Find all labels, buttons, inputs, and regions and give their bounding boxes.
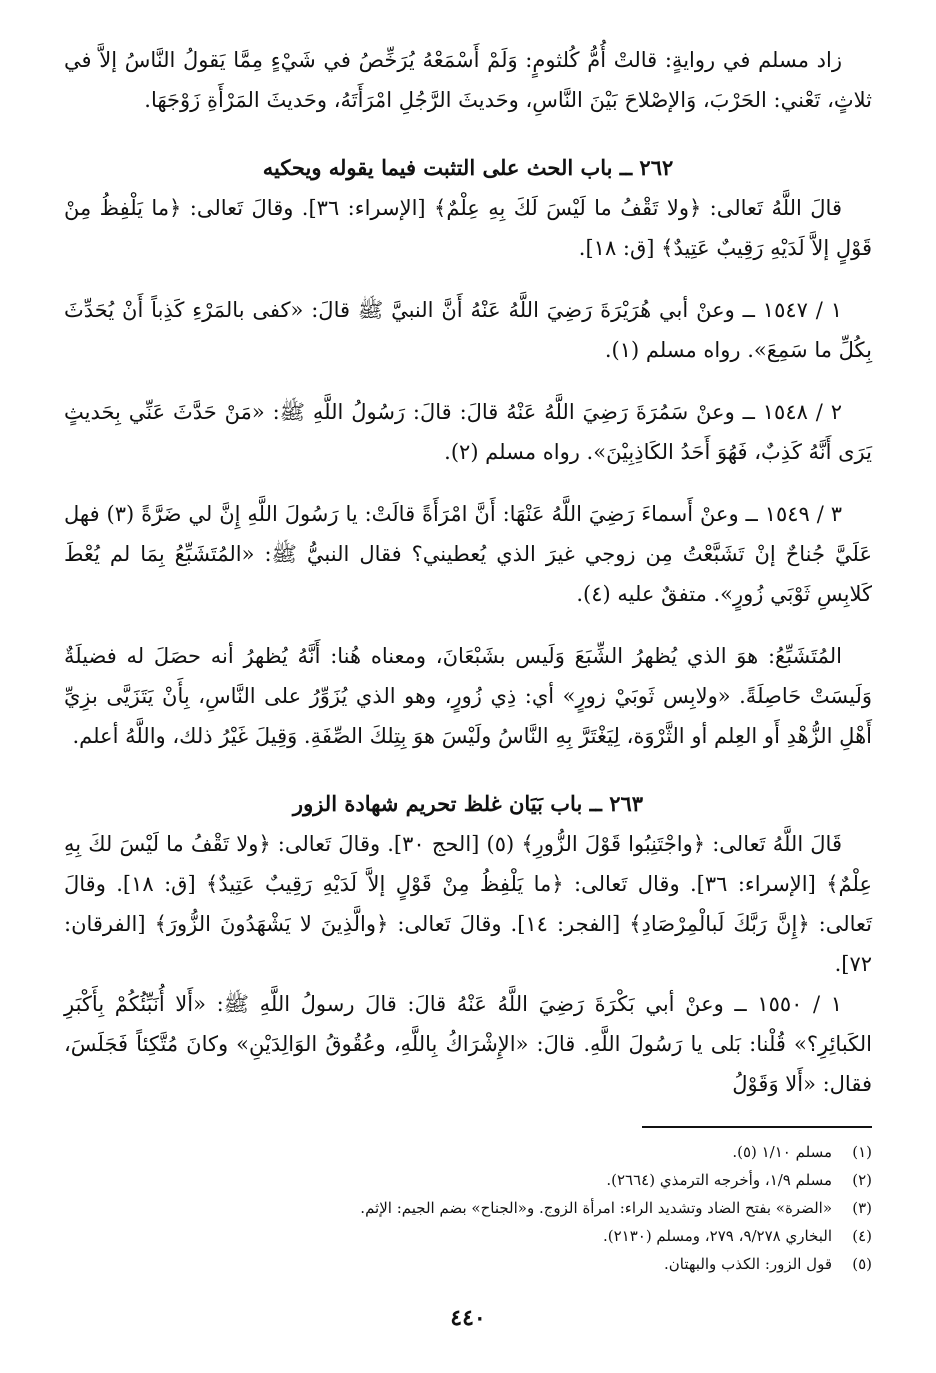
spacer — [64, 472, 872, 494]
explanation-paragraph: المُتَشَبِّعُ: هوَ الذي يُظهرُ الشِّبَعَ وَلَيس بشَبْعَانَ، ومعناه هُنا: أَنَّهُ يُظهرُ أنه حصَلَ له فضيلَةٌ وَلَيسَتْ حَاصِلَةً. «ولابِس ثَوبَيْ زورٍ» أي: ذِي زُورٍ، وهو الذي يُزَوِّرُ على النَّاسِ، بِأَنْ يَتَزَيَّى بزِيِّ أَهْلِ الزُّهْدِ أَو العِلم أو الثَّرْوَة، لِيَغْتَرَّ بِهِ النَّاسُ ولَيْسَ هوَ بِتِلكَ الصِّفَةِ. وَقِيلَ غَيْرُ ذلك، واللَّهُ أعلم. — [64, 644, 872, 748]
chapter-262-title: ٢٦٢ ــ باب الحث على التثبت فيما يقوله ويحكيه — [262, 155, 674, 180]
footnote-item — [64, 1166, 872, 1194]
footnote-text: «الضرة» بفتح الضاد وتشديد الراء: امرأة الزوج. و«الجناح» بضم الجيم: الإثم. — [360, 1199, 832, 1217]
footnote-item — [64, 1250, 872, 1278]
footnote-number: (٣) — [852, 1199, 872, 1217]
footnote-divider — [642, 1126, 872, 1128]
footnotes-list — [64, 1138, 872, 1278]
footnote-item — [64, 1222, 872, 1250]
spacer — [64, 120, 872, 148]
hadith-1549: ٣ / ١٥٤٩ ــ وعنْ أَسماءَ رَضِيَ اللَّهُ عَنْهَا: أَنَّ امْرَأَةً قالَتْ: يا رَسُولَ اللَّهِ إِنَّ لي ضَرَّةً (٣) فهل عَلَيَّ جُناحٌ إنْ تَشَبَّعْتُ مِن زوجي غيرَ الذي يُعطيني؟ فقال النبيُّ ﷺ: «المُتَشَبِّعُ بِمَا لم يُعْطَ كَلابِسِ ثَوْبَي زُورٍ». متفقٌ عليه (٤). — [64, 502, 872, 606]
hadith-1550: ١ / ١٥٥٠ ــ وعنْ أبي بَكْرَةَ رَضِيَ اللَّهُ عَنْهُ قالَ: قالَ رسولُ اللَّهِ ﷺ: «أَلا أُنَبِّئُكُمْ بِأَكْبَرِ الكَبائِرِ؟» قُلْنا: بَلى يا رَسُولَ اللَّهِ. قالَ: «الإِشْرَاكُ بِاللَّهِ، وعُقُوقُ الوَالِدَيْنِ» وكانَ مُتَّكِئاً فَجَلَسَ، فقال: «أَلا وَقَوْلُ — [64, 992, 872, 1096]
spacer — [64, 268, 872, 290]
opening-paragraph: زاد مسلم في روايةٍ: قالتْ أُمُّ كُلثومٍ: وَلَمْ أَسْمَعْهُ يُرَخِّصُ في شَيْءٍ مِمَّا يَقولُ النَّاسُ إلاَّ في ثلاثٍ، تَعْني: الحَرْبَ، وَالإصْلاحَ بَيْنَ النَّاسِ، وحَديثَ الرَّجُلِ امْرَأَتَهُ، وحَديثَ المَرْأَةِ زَوْجَهَا. — [64, 48, 872, 112]
spacer — [64, 370, 872, 392]
footnote-item — [64, 1138, 872, 1166]
footnote-text: البخاري ٩/٢٧٨، ٢٧٩، ومسلم (٢١٣٠). — [602, 1227, 832, 1245]
footnote-item — [64, 1194, 872, 1222]
hadith-1548: ٢ / ١٥٤٨ ــ وعنْ سَمُرَةَ رَضِيَ اللَّهُ عَنْهُ قالَ: قالَ: رَسُولُ اللَّهِ ﷺ: «مَنْ حَدَّثَ عَنِّي بِحَديثٍ يَرَى أَنَّهُ كَذِبٌ، فَهُوَ أَحَدُ الكَاذِبِيْنَ». رواه مسلم (٢). — [64, 400, 872, 464]
footnote-number: (٥) — [852, 1255, 872, 1273]
chapter-263-verses: قَالَ اللَّهُ تَعالى: ﴿واجْتَنِبُوا قَوْلَ الزُّورِ﴾ (٥) [الحج ٣٠]. وقالَ تَعالى: ﴿ولا تَقْفُ ما لَيْسَ لكَ بِهِ عِلْمٌ﴾ [الإسراء: ٣٦]. وقال تَعالى: ﴿ما يَلْفِظُ مِنْ قَوْلٍ إلاَّ لَدَيْهِ رَقِيبٌ عَتِيدٌ﴾ [ق: ١٨]. وقالَ تَعالى: ﴿إِنَّ رَبَّكَ لَبالْمِرْصَادِ﴾ [الفجر: ١٤]. وقالَ تَعالى: ﴿والَّذِينَ لا يَشْهَدُونَ الزُّورَ﴾ [الفرقان: ٧٢]. — [64, 832, 872, 976]
spacer — [64, 614, 872, 636]
page-number: ٤٤٠ — [450, 1305, 486, 1331]
footnote-text: مسلم ١/١٠ (٥). — [732, 1143, 832, 1161]
spacer — [64, 756, 872, 784]
footnote-number: (٤) — [852, 1227, 872, 1245]
footnote-text: قول الزور: الكذب والبهتان. — [664, 1255, 832, 1273]
footnote-number: (٢) — [852, 1171, 872, 1189]
footnote-text: مسلم ١/٩، وأخرجه الترمذي (٢٦٦٤). — [606, 1171, 832, 1189]
chapter-262-verses: قالَ اللَّهُ تَعالى: ﴿ولا تَقْفُ ما لَيْسَ لَكَ بِهِ عِلْمٌ﴾ [الإسراء: ٣٦]. وقالَ تَعالى: ﴿ما يَلْفِظُ مِنْ قَوْلٍ إلاَّ لَدَيْهِ رَقِيبٌ عَتِيدٌ﴾ [ق: ١٨]. — [64, 196, 872, 260]
chapter-263-title: ٢٦٣ ــ باب بَيَان غلظ تحريم شهادة الزور — [292, 791, 644, 816]
hadith-1547: ١ / ١٥٤٧ ــ وعنْ أبي هُرَيْرَةَ رَضِيَ اللَّهُ عَنْهُ أَنَّ النبيَّ ﷺ قالَ: «كفى بالمَرْءِ كَذِباً أَنْ يُحَدِّثَ بِكُلِّ ما سَمِعَ». رواه مسلم (١). — [64, 298, 872, 362]
footnote-number: (١) — [852, 1143, 872, 1161]
